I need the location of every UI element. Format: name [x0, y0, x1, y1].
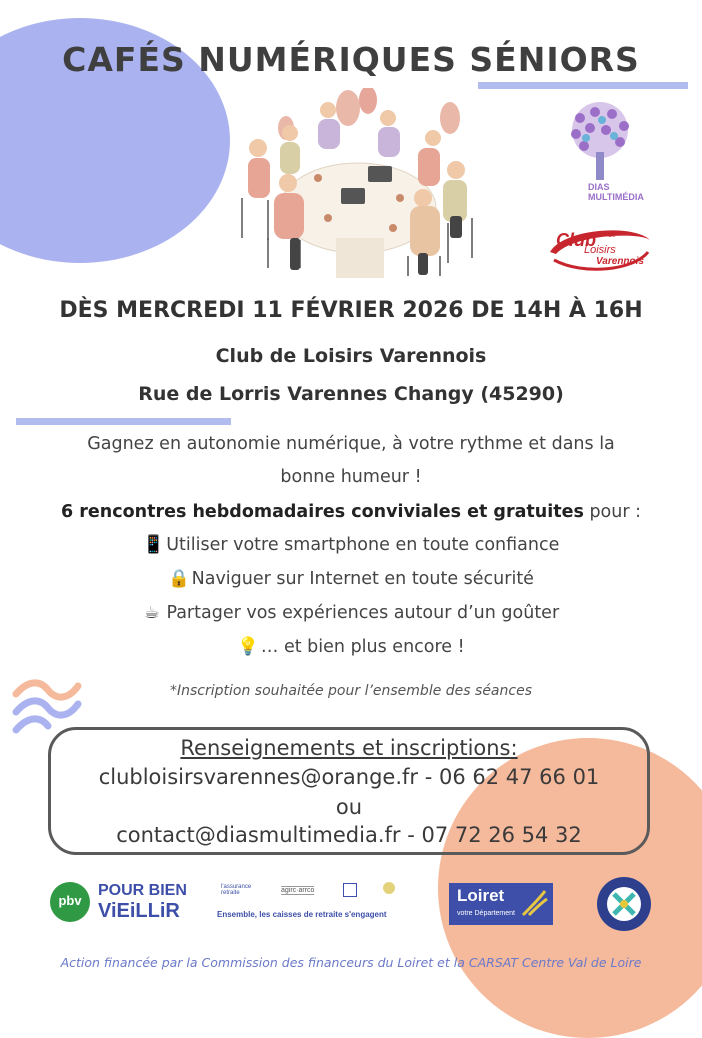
club-loisirs-varennois-logo — [544, 222, 656, 276]
smartphone-icon: 📱 — [142, 535, 165, 555]
club-logo-line3: Loisirs — [584, 244, 616, 256]
intro-line-1: Gagnez en autonomie numérique, à votre rythme et dans la — [87, 434, 615, 454]
dias-logo-line1: DIAS — [588, 182, 610, 192]
caisses-retraite-logos — [215, 880, 410, 924]
loiret-wheat-icon — [519, 889, 549, 917]
contact-heading: Renseignements et inscriptions: — [180, 736, 518, 760]
agirc-arrco-logo: agirc·arrco — [281, 887, 315, 894]
pbv-logo-line2: ViEiLLiR — [98, 900, 180, 922]
assurance-retraite-logo: l'assurance retraite — [221, 884, 252, 896]
bullet-share-text: Partager vos expériences autour d’un goûter — [166, 603, 560, 623]
intro-line-2: bonne humeur ! — [280, 467, 422, 487]
seal-cross-icon — [610, 890, 638, 918]
seniors-table-illustration — [228, 88, 488, 283]
club-logo-line4: Varennois — [596, 256, 644, 267]
location-address: Rue de Lorris Varennes Changy (45290) — [138, 383, 564, 405]
bullet-smartphone-text: Utiliser votre smartphone en toute confiance — [166, 535, 560, 555]
pbv-logo-line1: POUR BIEN — [98, 882, 187, 899]
bullet-security — [10, 569, 692, 589]
event-date-line: DÈS MERCREDI 11 FÉVRIER 2026 DE 14H À 16H — [59, 298, 643, 323]
bullet-more — [10, 637, 692, 657]
funding-footer: Action financée par la Commission des financeurs du Loiret et la CARSAT Centre Val de Loire — [60, 955, 642, 970]
dias-logo-line2: MULTIMÉDIA — [588, 192, 644, 202]
poster-title: CAFÉS NUMÉRIQUES SÉNIORS — [62, 40, 640, 79]
location-name: Club de Loisirs Varennois — [215, 345, 487, 367]
bullet-security-text: Naviguer sur Internet en toute sécurité — [191, 569, 534, 589]
top-right-accent-bar — [478, 82, 688, 89]
club-logo-line1: Club — [556, 230, 596, 250]
contact-line-dias[interactable]: contact@diasmultimedia.fr - 07 72 26 54 32 — [116, 823, 582, 847]
loiret-departement-logo — [449, 883, 553, 925]
contact-line-club[interactable]: clubloisirsvarennes@orange.fr - 06 62 47 66 01 — [98, 765, 600, 789]
loiret-logo-sub: votre Département — [457, 910, 515, 917]
lightbulb-icon: 💡 — [237, 637, 260, 657]
bullet-more-text: … et bien plus encore ! — [260, 637, 465, 657]
registration-note: *Inscription souhaitée pour l’ensemble des séances — [170, 683, 532, 699]
middle-left-accent-bar — [16, 418, 231, 425]
digital-tree-icon — [540, 100, 660, 180]
commission-financeurs-seal — [597, 877, 651, 931]
caisses-tagline: Ensemble, les caisses de retraite s'engagent — [217, 910, 387, 919]
msa-icon — [343, 883, 357, 897]
bullet-share — [10, 603, 692, 623]
padlock-icon: 🔒 — [168, 569, 190, 589]
meetings-line — [10, 502, 692, 522]
meetings-suffix-text: pour : — [583, 502, 641, 522]
contact-or: ou — [335, 795, 363, 819]
dias-multimedia-logo — [540, 100, 660, 210]
pour-bien-vieillir-logo — [50, 880, 210, 924]
bullet-smartphone — [10, 535, 692, 555]
coffee-icon: ☕ — [144, 603, 160, 623]
loiret-logo-name: Loiret — [457, 886, 505, 905]
meetings-bold-text: 6 rencontres hebdomadaires conviviales et gratuites — [61, 502, 584, 522]
cnracl-icon — [383, 882, 395, 894]
pbv-badge-icon: pbv — [50, 882, 90, 922]
club-logo-line2: de — [608, 232, 616, 239]
